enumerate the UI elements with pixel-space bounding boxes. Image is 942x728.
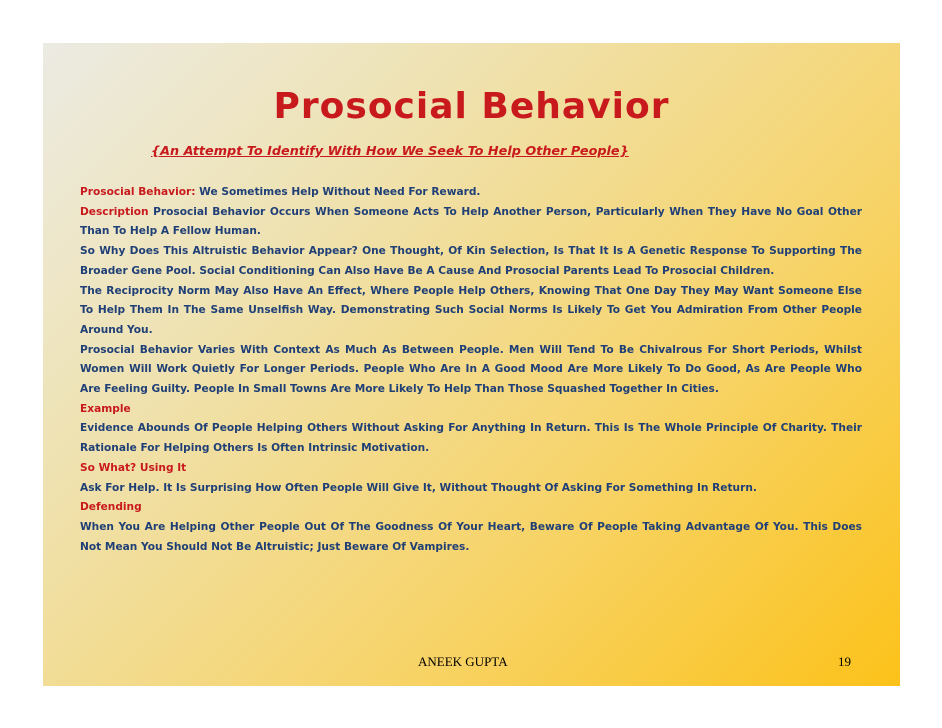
paragraph-context: Prosocial Behavior Varies With Context As Much As Between People. Men Will Tend To Be Chivalrous For Short Periods, Whilst Women Will Work Quietly For Longer Periods. People Who Are In A Good Mood Are More Likely To Do Good, As Are People Who Are Feeling Guilty. People In Small Towns Are More Likely To Help Than Those Squashed Together In Cities. <box>80 343 862 396</box>
paragraph-reciprocity: The Reciprocity Norm May Also Have An Effect, Where People Help Others, Knowing That One Day They May Want Someone Else To Help Them In The Same Unselfish Way. Demonstrating Such Social Norms Is Likely To Get You Admiration From Other People Around You. <box>80 284 862 336</box>
heading-example: Example <box>80 402 131 415</box>
paragraph-defending: When You Are Helping Other People Out Of The Goodness Of Your Heart, Beware Of People Taking Advantage Of You. This Does Not Mean You Should Not Be Altruistic; Just Beware Of Vampires. <box>80 520 862 553</box>
slide-title: Prosocial Behavior <box>273 86 670 127</box>
definition-text: We Sometimes Help Without Need For Reward. <box>199 186 481 198</box>
paragraph-definition <box>80 183 862 203</box>
slide <box>43 43 900 686</box>
paragraph-why: So Why Does This Altruistic Behavior Appear? One Thought, Of Kin Selection, Is That It Is A Genetic Response To Supporting The Broader Gene Pool. Social Conditioning Can Also Have Be A Cause And Prosocial Parents Lead To Prosocial Children. <box>80 245 862 277</box>
description-label: Description <box>80 205 149 218</box>
paragraph-example: Evidence Abounds Of People Helping Others Without Asking For Anything In Return. This Is The Whole Principle Of Charity. Their Rationale For Helping Others Is Often Intrinsic Motivation. <box>80 422 862 455</box>
heading-using-it: So What? Using It <box>80 461 187 474</box>
description-text: Prosocial Behavior Occurs When Someone Acts To Help Another Person, Particularly When They Have No Goal Other Than To Help A Fellow Human. <box>80 205 862 238</box>
slide-subtitle: {An Attempt To Identify With How We Seek To Help Other People} <box>151 144 629 159</box>
paragraph-using-it: Ask For Help. It Is Surprising How Often People Will Give It, Without Thought Of Asking For Something In Return. <box>80 481 757 494</box>
footer-author: ANEEK GUPTA <box>418 654 508 669</box>
paragraph-description <box>80 203 862 242</box>
definition-label: Prosocial Behavior <box>80 186 192 198</box>
slide-body <box>80 183 862 557</box>
definition-separator: : <box>191 186 200 198</box>
page-number: 19 <box>838 654 851 669</box>
heading-defending: Defending <box>80 501 142 514</box>
